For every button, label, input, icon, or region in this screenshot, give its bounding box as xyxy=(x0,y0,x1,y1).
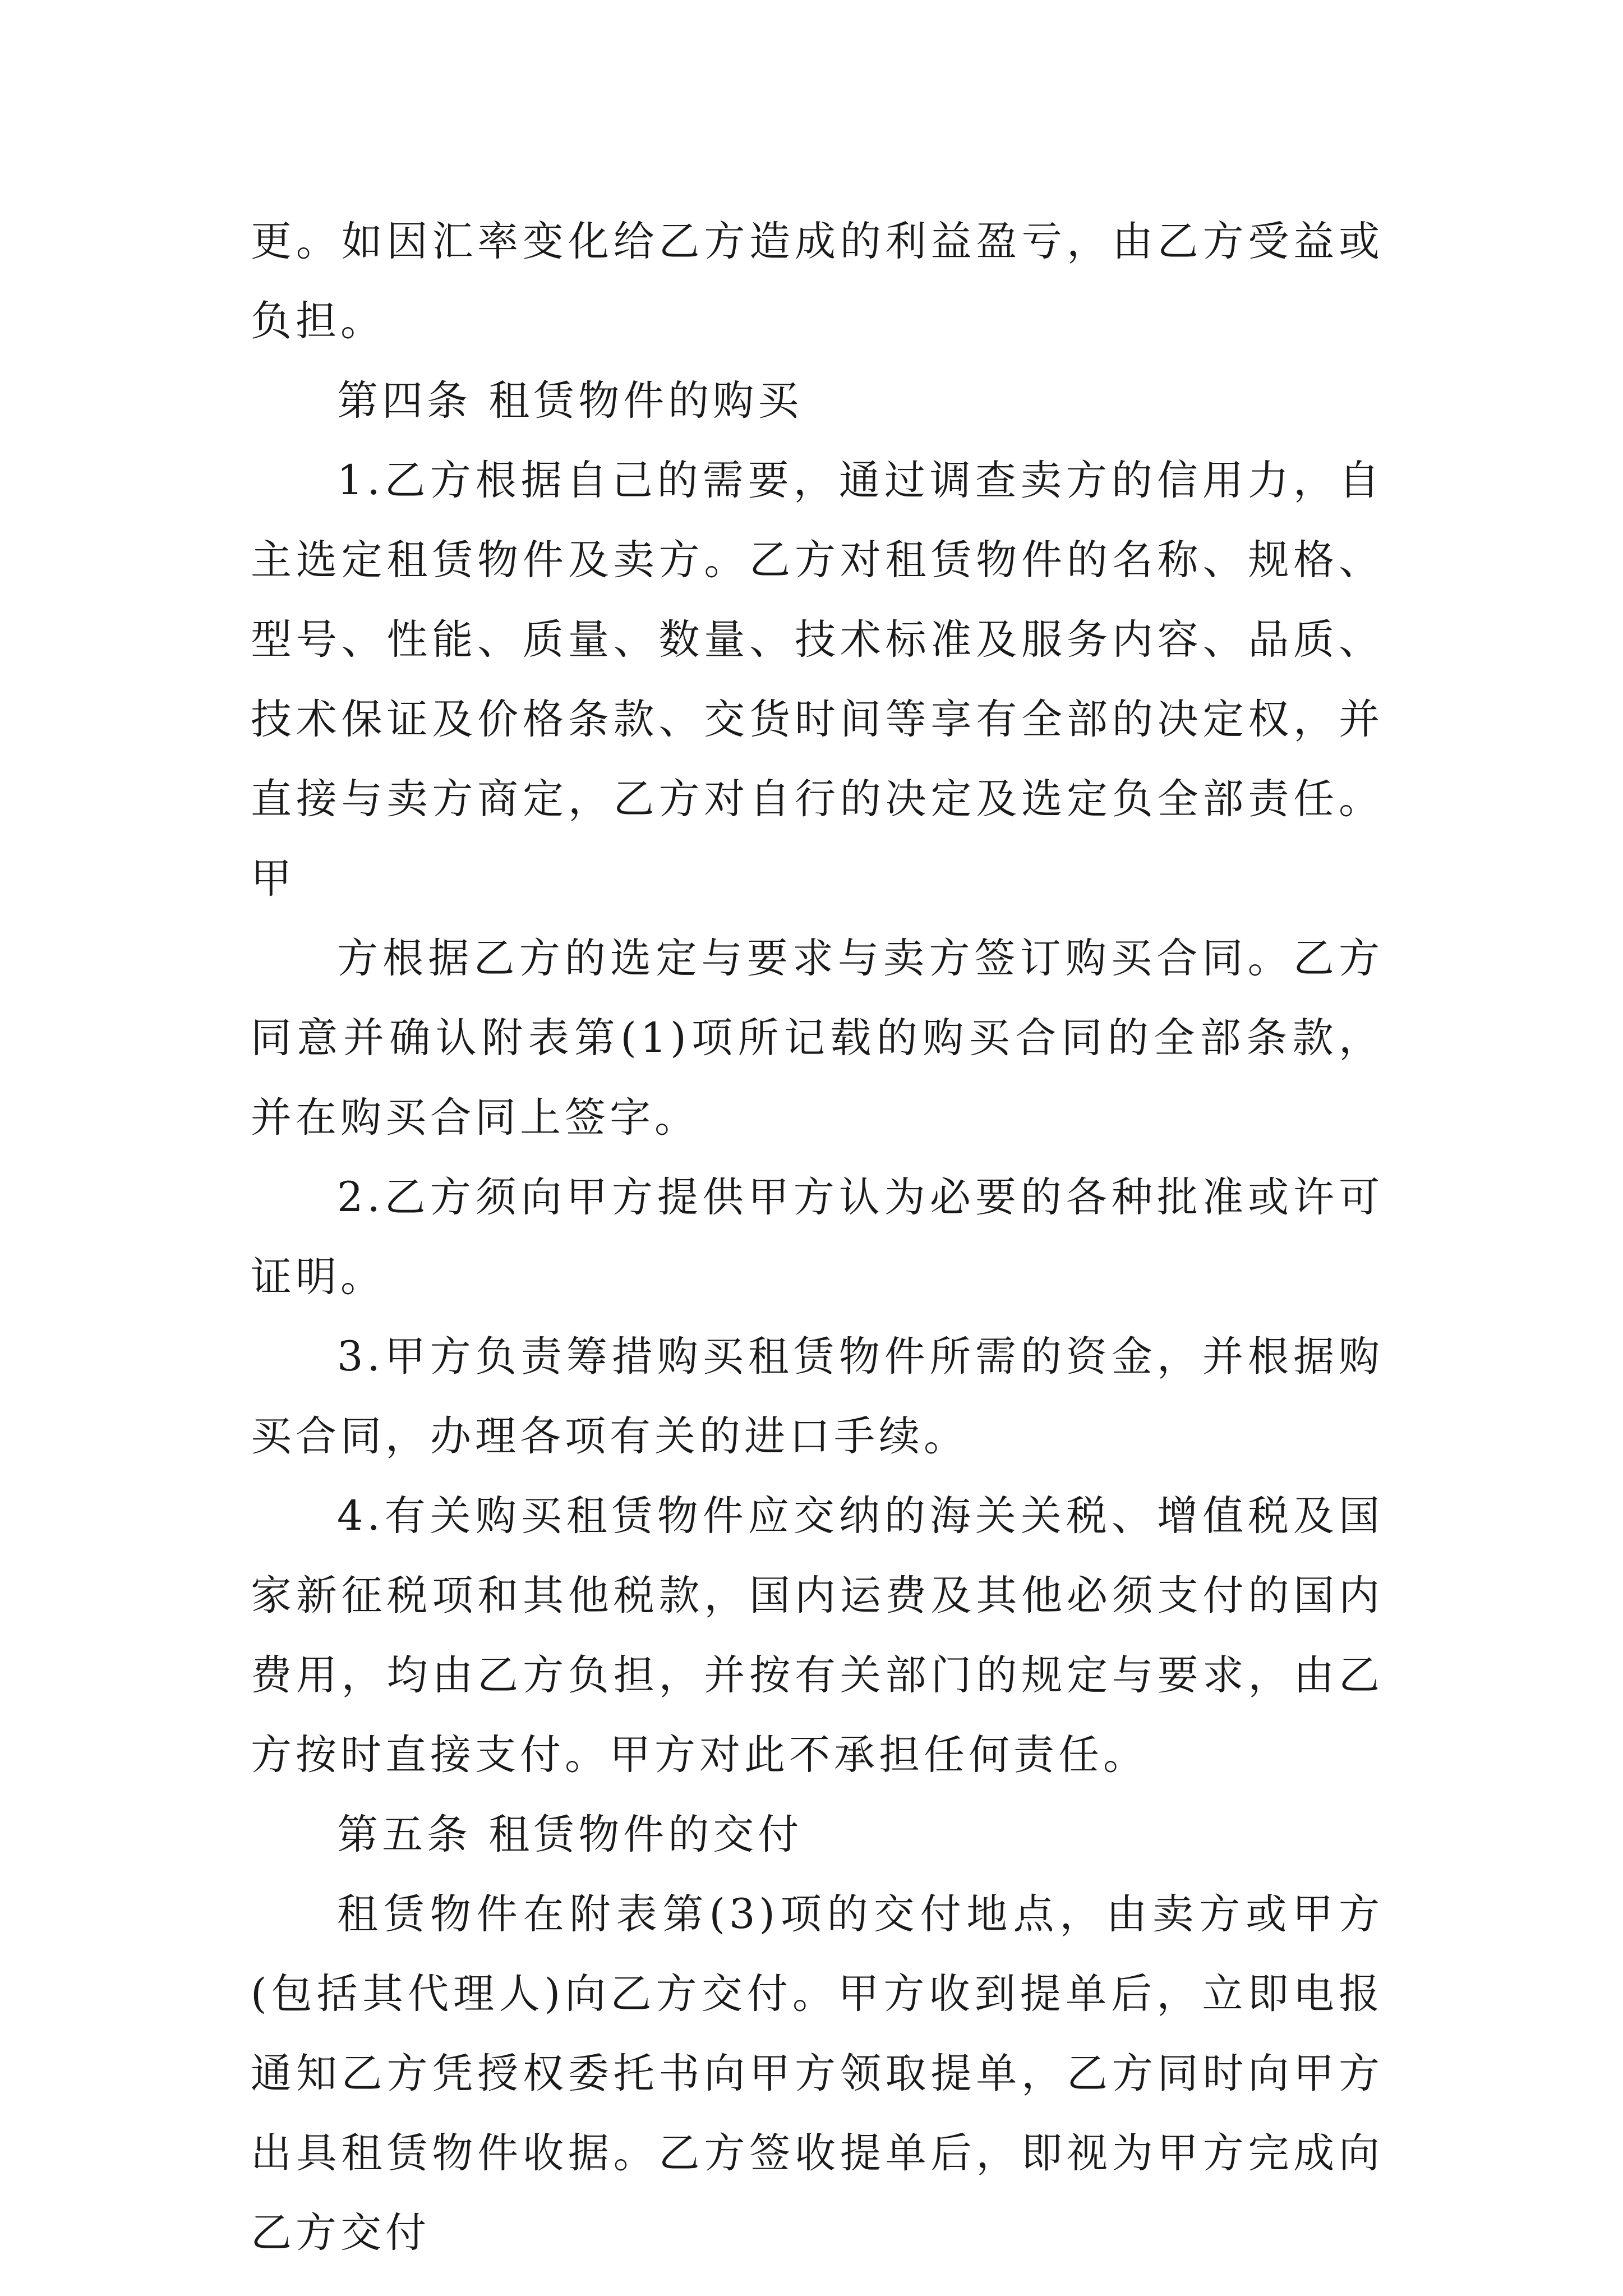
article-4-clause-1-continued: 方根据乙方的选定与要求与卖方签订购买合同。乙方同意并确认附表第(1)项所记载的购买合同的全部条款，并在购买合同上签字。 xyxy=(251,935,1384,1142)
article-4-clause-3: 3.甲方负责筹措购买租赁物件所需的资金，并根据购买合同，办理各项有关的进口手续。 xyxy=(251,1333,1384,1460)
article-4-clause-1: 1.乙方根据自己的需要，通过调查卖方的信用力，自主选定租赁物件及卖方。乙方对租赁物件的名称、规格、型号、性能、质量、数量、技术标准及服务内容、品质、技术保证及价格条款、交货时间等享有全部的决定权，并直接与卖方商定，乙方对自行的决定及选定负全部责任。甲 xyxy=(251,457,1384,903)
article-5-heading: 第五条 租赁物件的交付 xyxy=(337,1811,803,1858)
document-body xyxy=(251,202,1384,2273)
paragraph-exchange-rate-continuation: 更。如因汇率变化给乙方造成的利益盈亏，由乙方受益或负担。 xyxy=(251,218,1384,345)
article-4-clause-4: 4.有关购买租赁物件应交纳的海关关税、增值税及国家新征税项和其他税款，国内运费及其他必须支付的国内费用，均由乙方负担，并按有关部门的规定与要求，由乙方按时直接支付。甲方对此不承担任何责任。 xyxy=(251,1492,1384,1779)
article-5-body: 租赁物件在附表第(3)项的交付地点，由卖方或甲方(包括其代理人)向乙方交付。甲方收到提单后，立即电报通知乙方凭授权委托书向甲方领取提单，乙方同时向甲方出具租赁物件收据。乙方签收提单后，即视为甲方完成向乙方交付 xyxy=(251,1890,1384,2257)
article-4-clause-2: 2.乙方须向甲方提供甲方认为必要的各种批准或许可证明。 xyxy=(251,1174,1384,1301)
article-4-heading: 第四条 租赁物件的购买 xyxy=(337,377,803,425)
